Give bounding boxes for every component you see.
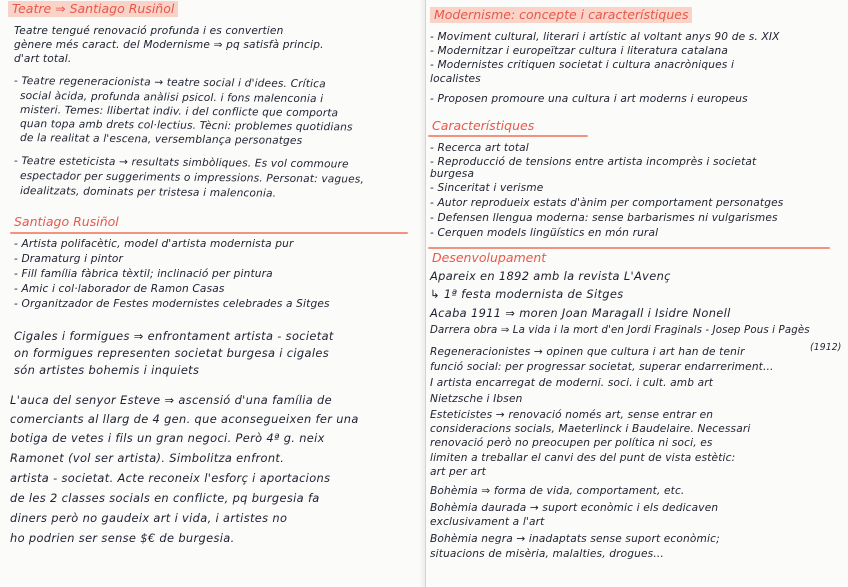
auca-line: diners però no gaudeix art i vida, i artistes no (10, 511, 288, 525)
auca-line: Ramonet (vol ser artista). Simbolitza enfront. (10, 451, 285, 465)
desenvolupament-line: I artista encarregat de moderni. soci. i cult. amb art (430, 377, 714, 389)
cigales-line: on formigues representen societat burgesa i cigales (14, 346, 329, 360)
teatre-line: misteri. Temes: llibertat indiv. i del conflicte que comporta (19, 104, 339, 120)
desenvolupament-line: Bohèmia ⇒ forma de vida, comportament, etc. (430, 485, 685, 497)
caracteristiques-line: - Cerquen models lingüístics en món rural (430, 227, 659, 239)
desenvolupament-line: Regeneracionistes → opinen que cultura i art han de tenir (430, 346, 745, 358)
auca-line: botiga de vetes i fils un gran negoci. Però 4ª g. neix (10, 431, 325, 445)
right-notes-page (425, 0, 848, 587)
cigales-line: són artistes bohemis i inquiets (14, 363, 200, 377)
desenvolupament-line: Nietzsche i Ibsen (430, 393, 523, 405)
rusinol-line: - Dramaturg i pintor (14, 253, 124, 265)
desenvolupament-heading: Desenvolupament (432, 250, 547, 265)
teatre-heading: Teatre ⇒ Santiago Rusiñol (8, 1, 178, 17)
modernisme-line: - Moviment cultural, literari i artístic al voltant anys 90 de s. XIX (430, 31, 780, 43)
caracteristiques-line: - Defensen llengua moderna: sense barbarismes ni vulgarismes (430, 212, 778, 224)
teatre-line: idealitzats, dominats per tristesa i malenconia. (19, 185, 277, 200)
desenvolupament-line: (1912) (810, 342, 842, 353)
desenvolupament-line: Acaba 1911 ⇒ moren Joan Maragall i Isidre Nonell (430, 306, 731, 320)
teatre-line: - Teatre regeneracionista → teatre social i d'idees. Crítica (13, 75, 326, 91)
modernisme-line: - Modernistes critiquen societat i cultura anacròniques i (430, 59, 735, 71)
modernisme-heading: Modernisme: concepte i característiques (430, 7, 692, 23)
desenvolupament-line: renovació però no preocupen per política ni soci, es (430, 437, 713, 449)
desenvolupament-line: Apareix en 1892 amb la revista L'Avenç (430, 269, 671, 283)
caracteristiques-line: - Autor reprodueix estats d'ànim per comportament personatges (430, 197, 784, 209)
desenvolupament-line: situacions de misèria, malalties, drogues... (430, 548, 664, 560)
auca-line: comerciants al llarg de 4 gen. que aconsegueixen fer una (10, 412, 359, 426)
caracteristiques-line: - Sinceritat i verisme (430, 182, 544, 194)
rusinol-line: - Organitzador de Festes modernistes celebrades a Sitges (14, 298, 330, 310)
teatre-line: - Teatre esteticista → resultats simbòliques. Es vol commoure (13, 155, 349, 171)
rusinol-heading: Santiago Rusiñol (14, 214, 119, 229)
desenvolupament-line: Bohèmia daurada → suport econòmic i els dedicaven (430, 502, 719, 514)
desenvolupament-line: funció social: per progressar societat, superar endarreriment... (430, 361, 774, 373)
cigales-line: Cigales i formigues ⇒ enfrontament artista - societat (14, 329, 334, 343)
auca-line: ho podrien ser sense $€ de burgesia. (10, 531, 235, 545)
desenvolupament-line: ↳ 1ª festa modernista de Sitges (430, 287, 624, 301)
teatre-line: quan topa amb drets col·lectius. Tècni: problemes quotidians (19, 118, 353, 134)
caracteristiques-line: - Reproducció de tensions entre artista incomprès i societat (430, 156, 757, 168)
auca-line: L'auca del senyor Esteve ⇒ ascensió d'una família de (10, 393, 332, 407)
rusinol-line: - Amic i col·laborador de Ramon Casas (14, 283, 225, 295)
auca-line: artista - societat. Acte reconeix l'esforç i aportacions (10, 471, 331, 485)
teatre-line: de la realitat a l'escena, versemblança personatges (19, 132, 303, 147)
teatre-line: Teatre tengué renovació profunda i es convertien (14, 25, 284, 37)
desenvolupament-line: art per art (430, 466, 486, 478)
caracteristiques-heading-underline (428, 135, 588, 137)
teatre-line: social àcida, profunda anàlisi psicol. i fons malenconia i (19, 90, 324, 106)
desenvolupament-line: Bohèmia negra → inadaptats sense suport econòmic; (430, 533, 720, 545)
teatre-line: espectador per suggeriments o impressions. Personat: vagues, (19, 170, 365, 186)
desenvolupament-line: Darrera obra ⇒ La vida i la mort d'en Jordi Fraginals - Josep Pous i Pagès (430, 325, 810, 336)
desenvolupament-line: exclusivament a l'art (430, 516, 545, 528)
teatre-line: d'art total. (14, 53, 72, 65)
modernisme-line: - Modernitzar i europeïtzar cultura i literatura catalana (430, 45, 729, 57)
teatre-line: gènere més caract. del Modernisme ⇒ pq satisfà princip. (14, 39, 324, 51)
modernisme-line: - Proposen promoure una cultura i art moderns i europeus (430, 93, 748, 105)
caracteristiques-line: burgesa (430, 168, 475, 180)
rusinol-line: - Artista polifacètic, model d'artista modernista pur (14, 238, 294, 250)
desenvolupament-line: limiten a treballar el canvi des del punt de vista estètic: (430, 452, 736, 464)
rusinol-heading-underline (10, 232, 408, 234)
auca-line: de les 2 classes socials en conflicte, pq burgesia fa (10, 491, 320, 505)
rusinol-line: - Fill família fàbrica tèxtil; inclinació per pintura (14, 268, 273, 280)
caracteristiques-heading: Característiques (432, 118, 535, 133)
desenvolupament-line: Esteticistes → renovació només art, sense entrar en (430, 409, 714, 421)
modernisme-line: localistes (430, 73, 481, 85)
desenvolupament-heading-overline (428, 247, 830, 249)
desenvolupament-line: consideracions socials, Maeterlinck i Baudelaire. Necessari (430, 423, 751, 435)
caracteristiques-line: - Recerca art total (430, 142, 529, 154)
